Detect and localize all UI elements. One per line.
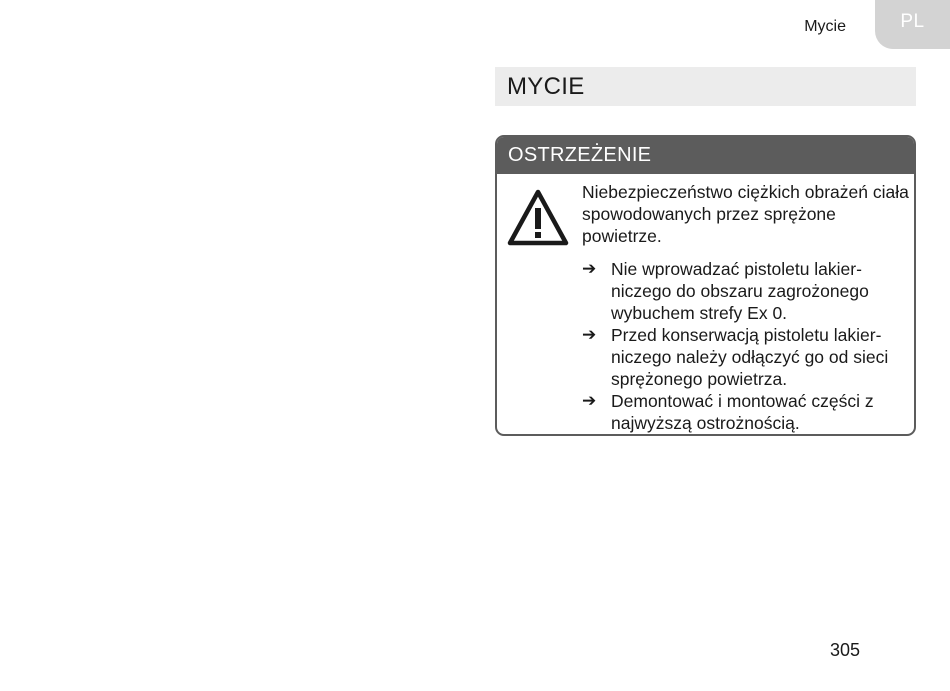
hazard-description: Niebezpieczeństwo ciężkich obrażeń ciała spowodowanych przez sprężone powietrze. bbox=[582, 182, 909, 246]
running-head: Mycie bbox=[804, 18, 846, 35]
page-number: 305 bbox=[830, 640, 861, 660]
exclamation-triangle-icon bbox=[506, 188, 570, 248]
warning-body bbox=[582, 181, 912, 434]
safety-measure-text: Demontować i montować części z najwyższą ostrożnością. bbox=[611, 391, 874, 433]
section-title: MYCIE bbox=[507, 72, 585, 100]
safety-measures-list bbox=[582, 258, 912, 434]
arrow-right-icon: ➔ bbox=[582, 391, 597, 410]
section-title-bar bbox=[495, 67, 916, 106]
arrow-right-icon: ➔ bbox=[582, 325, 597, 344]
safety-measure bbox=[582, 390, 912, 434]
safety-measure-text: Nie wprowadzać pistoletu lakier-niczego do obszaru zagrożonego wybuchem strefy Ex 0. bbox=[611, 259, 869, 323]
safety-measure bbox=[582, 258, 912, 324]
safety-measure-text: Przed konserwacją pistoletu lakier-niczego należy odłączyć go od sieci sprężonego powietrza. bbox=[611, 325, 889, 389]
warning-box bbox=[495, 135, 916, 436]
language-tab: PL bbox=[875, 0, 950, 49]
warning-header: OSTRZEŻENIE bbox=[497, 137, 914, 174]
arrow-right-icon: ➔ bbox=[582, 259, 597, 278]
safety-measure bbox=[582, 324, 912, 390]
